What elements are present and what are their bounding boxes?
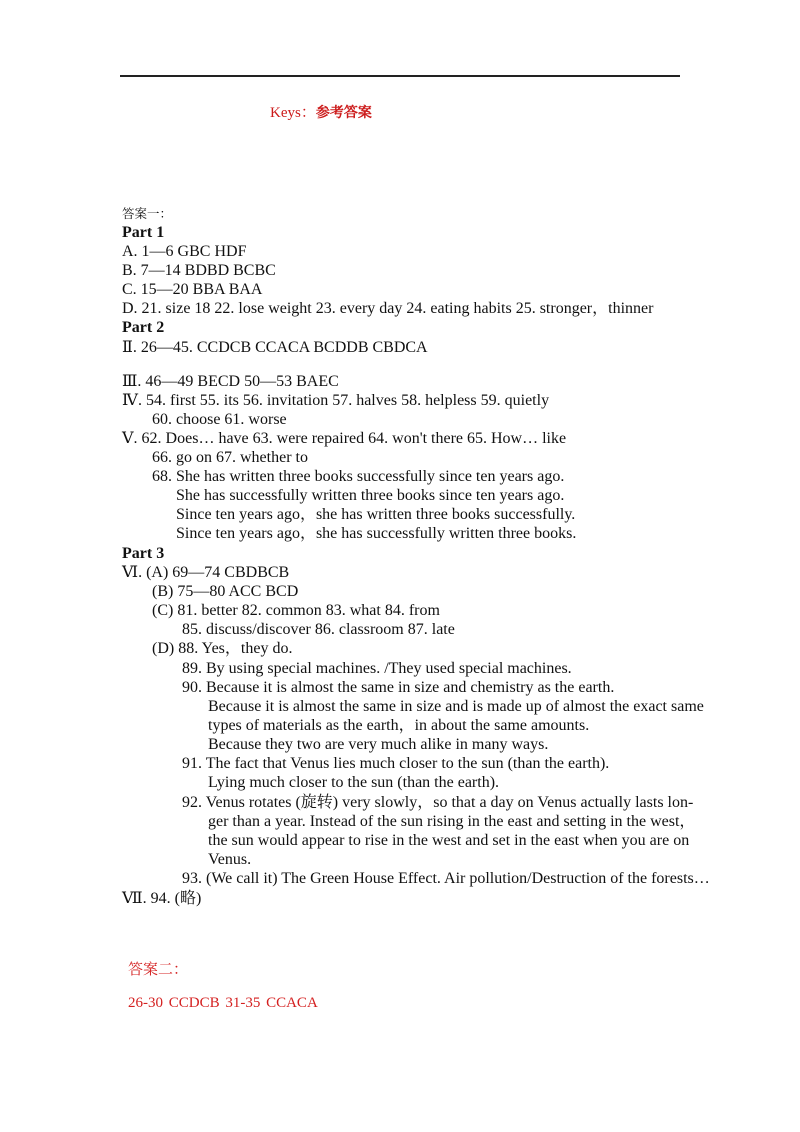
answer-line: 91. The fact that Venus lies much closer to the sun (than the earth). bbox=[182, 755, 610, 772]
answer-line: Since ten years ago，she has successfully written three books. bbox=[176, 525, 577, 542]
part-1-heading: Part 1 bbox=[122, 224, 165, 241]
page-title bbox=[270, 101, 372, 122]
answer-line: Since ten years ago，she has written three books successfully. bbox=[176, 506, 576, 523]
answer-line: (B) 75—80 ACC BCD bbox=[152, 583, 299, 600]
answer-line: Ⅱ. 26—45. CCDCB CCACA BCDDB CBDCA bbox=[122, 339, 428, 356]
top-rule bbox=[120, 75, 680, 77]
answer-line: Because they two are very much alike in many ways. bbox=[208, 736, 549, 753]
answer-line: Ⅳ. 54. first 55. its 56. invitation 57. halves 58. helpless 59. quietly bbox=[122, 392, 550, 409]
answer-line: 89. By using special machines. /They used special machines. bbox=[182, 660, 572, 677]
answer-one-heading: 答案一： bbox=[122, 206, 173, 221]
answer-line: 93. (We call it) The Green House Effect. Air pollution/Destruction of the forests… bbox=[182, 870, 710, 887]
part-3-heading: Part 3 bbox=[122, 545, 165, 562]
answer-line: Ⅵ. (A) 69—74 CBDBCB bbox=[122, 564, 290, 581]
answer-line: Lying much closer to the sun (than the earth). bbox=[208, 774, 500, 791]
part-2-heading: Part 2 bbox=[122, 319, 165, 336]
answer-line: the sun would appear to rise in the west and set in the east when you are on bbox=[208, 832, 690, 849]
answer-line: Ⅶ. 94. (略) bbox=[122, 890, 202, 907]
answer-line: Because it is almost the same in size and is made up of almost the exact same bbox=[208, 698, 704, 715]
answer-line: ger than a year. Instead of the sun rising in the east and setting in the west， bbox=[208, 813, 696, 830]
answer-two-line: 26-30 CCDCB 31-35 CCACA bbox=[128, 995, 318, 1011]
answer-line: Ⅴ. 62. Does… have 63. were repaired 64. won't there 65. How… like bbox=[122, 430, 567, 447]
answer-line: 68. She has written three books successfully since ten years ago. bbox=[152, 468, 565, 485]
answer-line: Ⅲ. 46—49 BECD 50—53 BAEC bbox=[122, 373, 339, 390]
answer-line: 92. Venus rotates (旋转) very slowly，so that a day on Venus actually lasts lon- bbox=[182, 794, 694, 811]
answer-line: 60. choose 61. worse bbox=[152, 411, 287, 428]
answer-line: 66. go on 67. whether to bbox=[152, 449, 308, 466]
answer-line: A. 1—6 GBC HDF bbox=[122, 243, 247, 260]
answer-line: She has successfully written three books since ten years ago. bbox=[176, 487, 565, 504]
answer-line: 90. Because it is almost the same in size and chemistry as the earth. bbox=[182, 679, 615, 696]
answer-line: 85. discuss/discover 86. classroom 87. late bbox=[182, 621, 455, 638]
title-cn: 参考答案 bbox=[315, 105, 372, 121]
answer-line: (C) 81. better 82. common 83. what 84. from bbox=[152, 602, 440, 619]
answer-line: D. 21. size 18 22. lose weight 23. every day 24. eating habits 25. stronger，thinner bbox=[122, 300, 654, 317]
answer-line: B. 7—14 BDBD BCBC bbox=[122, 262, 276, 279]
answer-line: (D) 88. Yes，they do. bbox=[152, 640, 293, 657]
title-en: Keys： bbox=[270, 105, 316, 121]
answer-two-heading: 答案二： bbox=[128, 960, 189, 978]
answer-line: Venus. bbox=[208, 851, 252, 868]
answer-line: C. 15—20 BBA BAA bbox=[122, 281, 263, 298]
answer-line: types of materials as the earth，in about the same amounts. bbox=[208, 717, 590, 734]
